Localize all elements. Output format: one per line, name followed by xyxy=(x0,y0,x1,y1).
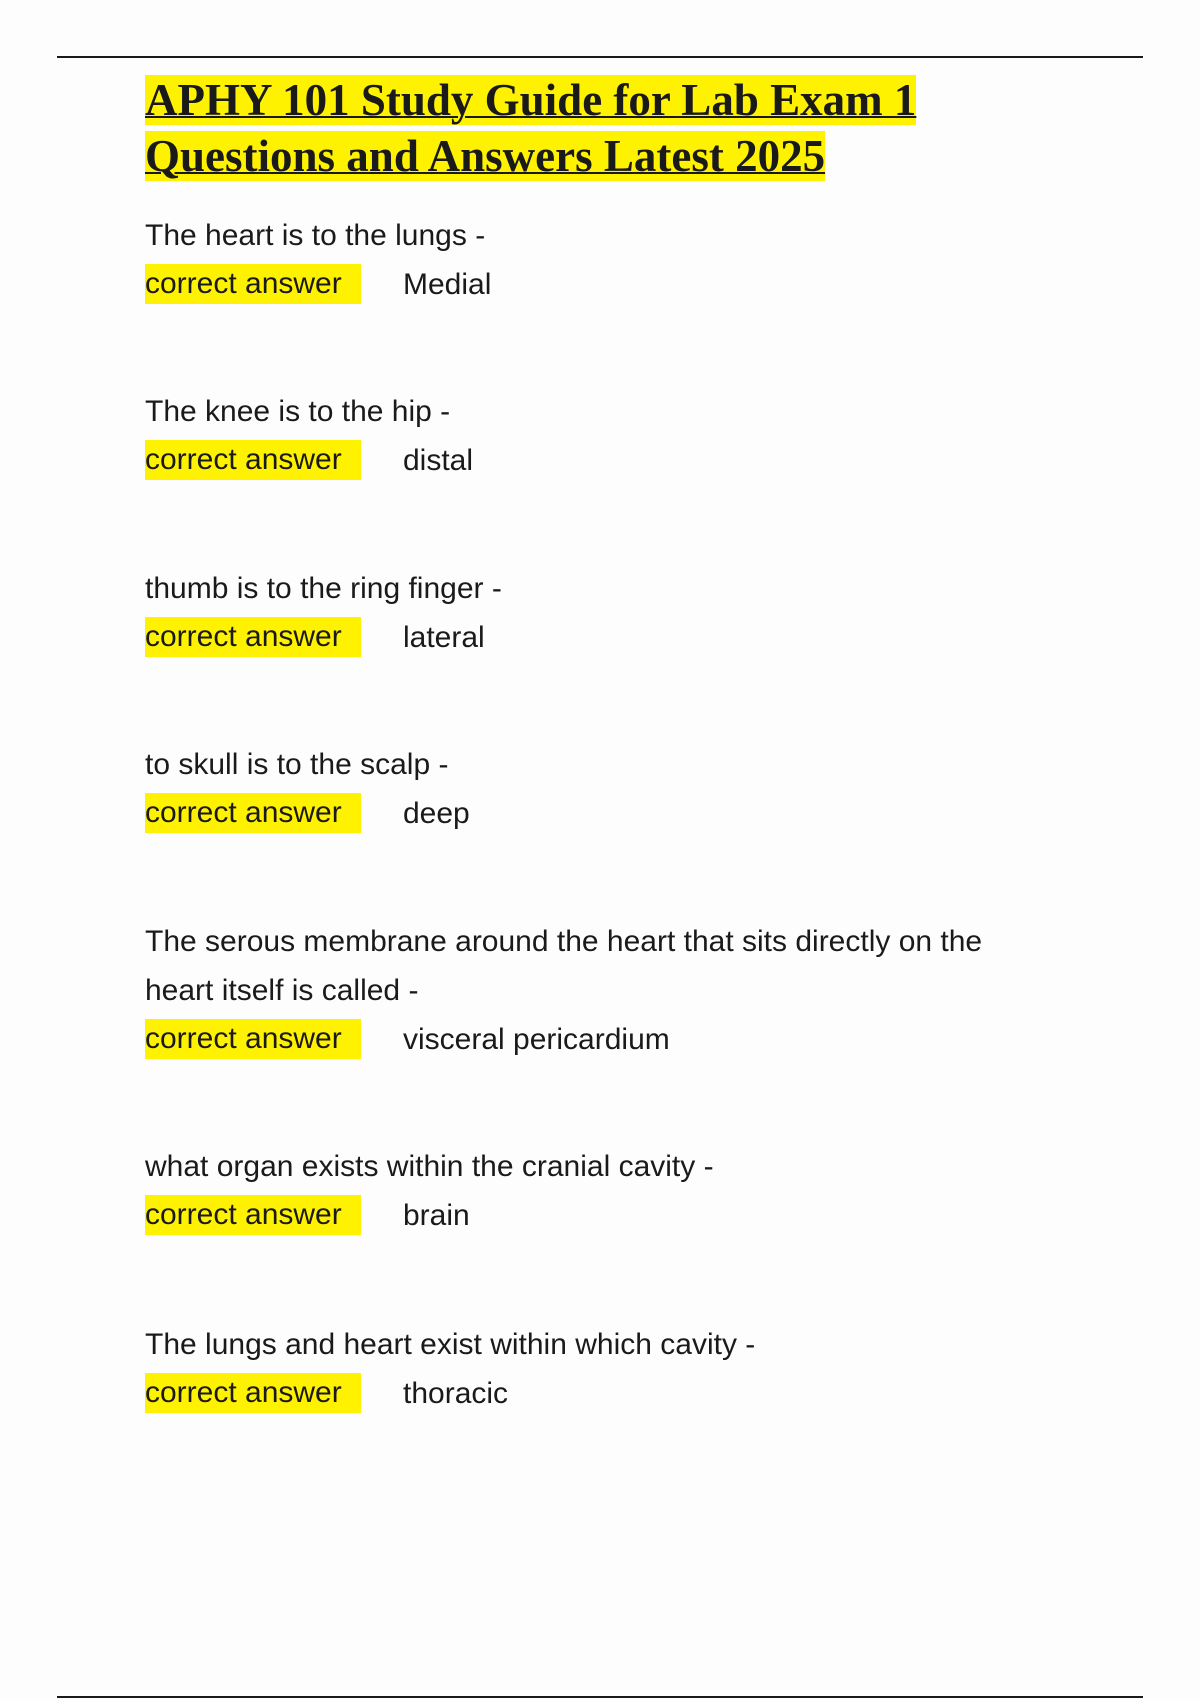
title-line-2: Questions and Answers Latest 2025 xyxy=(145,131,826,181)
qa-item xyxy=(145,564,1045,662)
question-text: The heart is to the lungs - xyxy=(145,219,486,252)
answer-label: correct answer xyxy=(145,617,361,657)
answer-row xyxy=(145,789,1045,838)
answer-row xyxy=(145,1191,1045,1240)
qa-item xyxy=(145,211,1045,309)
answer-row xyxy=(145,1369,1045,1418)
answer-text: deep xyxy=(403,797,470,830)
title-line-1: APHY 101 Study Guide for Lab Exam 1 xyxy=(145,75,917,125)
answer-row xyxy=(145,613,1045,662)
qa-item xyxy=(145,1320,1045,1418)
question-text: thumb is to the ring finger - xyxy=(145,572,502,605)
answer-row xyxy=(145,1015,1045,1064)
qa-item xyxy=(145,387,1045,485)
bottom-rule xyxy=(57,1696,1143,1698)
top-rule xyxy=(57,56,1143,58)
answer-row xyxy=(145,260,1045,309)
question-text: The lungs and heart exist within which cavity - xyxy=(145,1328,756,1361)
answer-label: correct answer xyxy=(145,1373,361,1413)
question-text: what organ exists within the cranial cavity - xyxy=(145,1150,714,1183)
question-text: The serous membrane around the heart that sits directly on the heart itself is called - xyxy=(145,925,983,1007)
answer-label: correct answer xyxy=(145,1195,361,1235)
answer-text: Medial xyxy=(403,268,492,301)
qa-item xyxy=(145,917,1045,1064)
answer-label: correct answer xyxy=(145,440,361,480)
qa-item xyxy=(145,1142,1045,1240)
question-text: to skull is to the scalp - xyxy=(145,748,449,781)
answer-text: brain xyxy=(403,1199,470,1232)
answer-label: correct answer xyxy=(145,1019,361,1059)
question-text: The knee is to the hip - xyxy=(145,395,451,428)
document-title xyxy=(145,72,916,184)
answer-text: lateral xyxy=(403,621,485,654)
answer-text: thoracic xyxy=(403,1377,509,1410)
answer-text: visceral pericardium xyxy=(403,1023,670,1056)
answer-text: distal xyxy=(403,444,474,477)
qa-item xyxy=(145,740,1045,838)
answer-row xyxy=(145,436,1045,485)
answer-label: correct answer xyxy=(145,264,361,304)
answer-label: correct answer xyxy=(145,793,361,833)
